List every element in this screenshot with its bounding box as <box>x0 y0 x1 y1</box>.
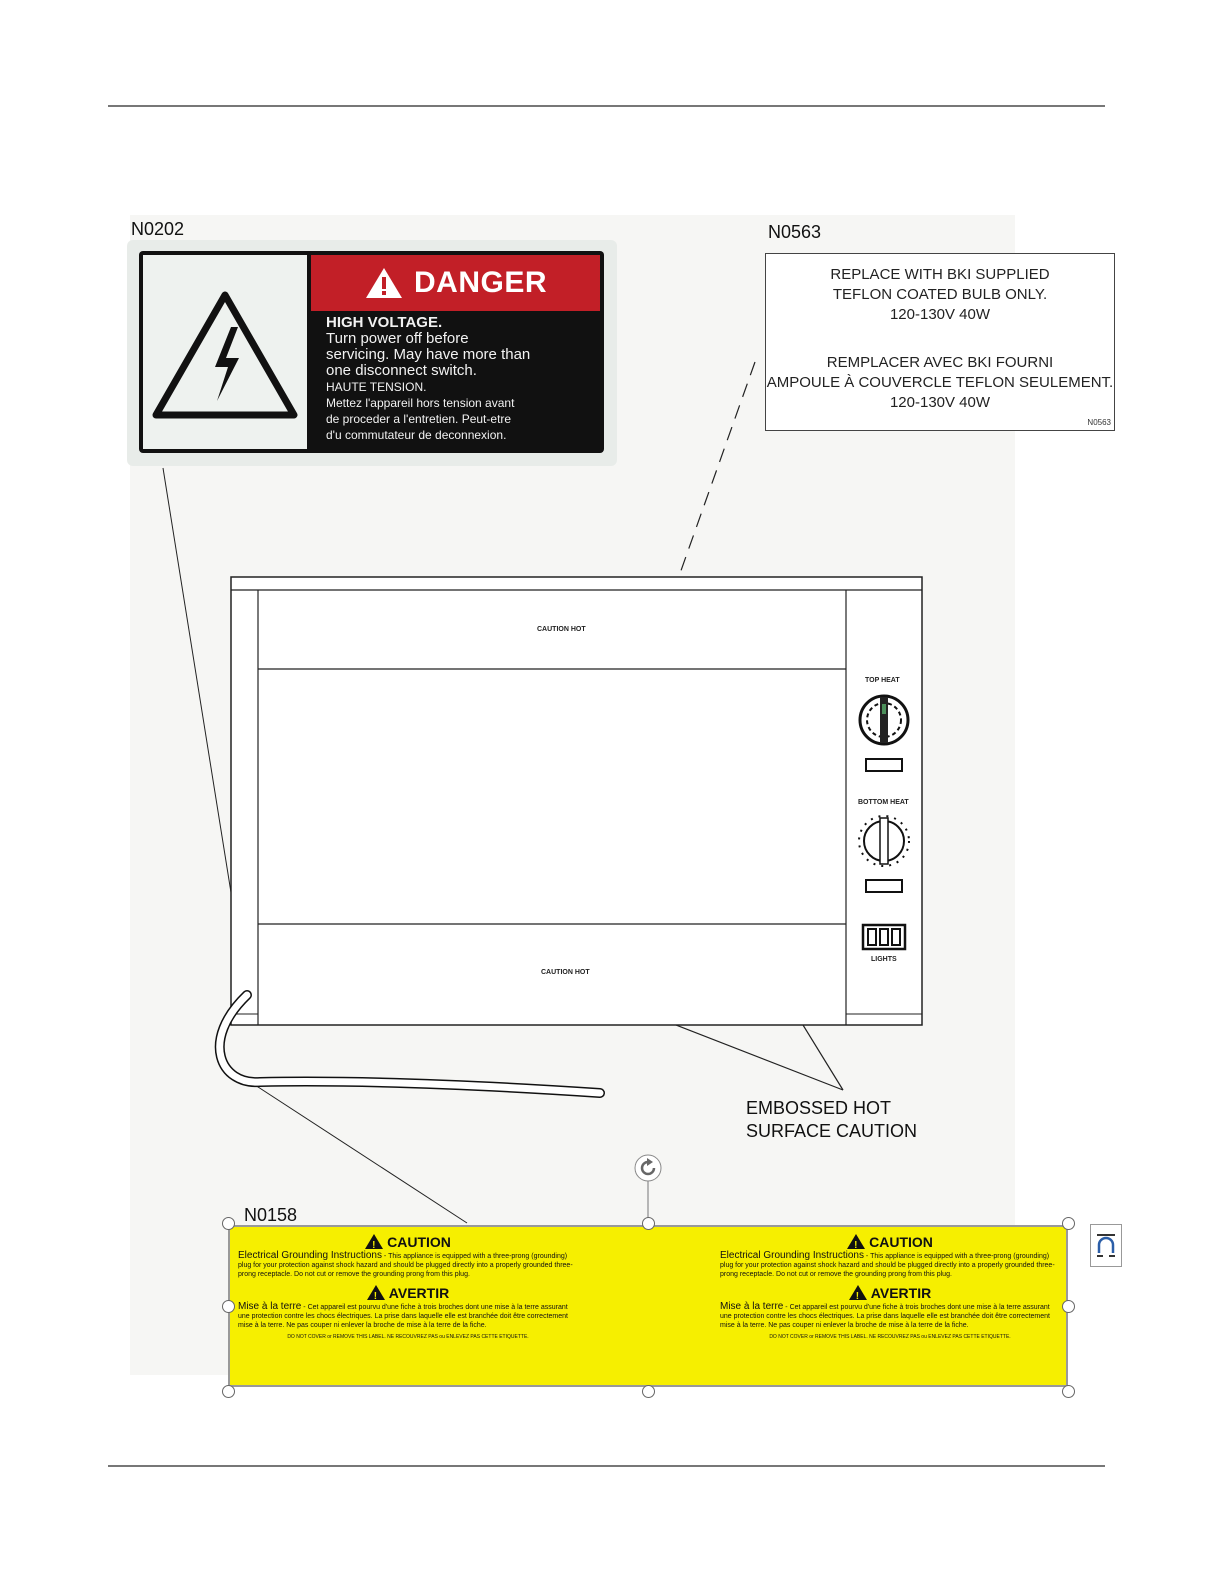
resize-handle-top-left[interactable] <box>222 1217 235 1230</box>
avertir-heading: !AVERTIR <box>238 1284 578 1302</box>
danger-line: Turn power off before <box>326 330 469 347</box>
resize-handle-bottom-right[interactable] <box>1062 1385 1075 1398</box>
lights-label: LIGHTS <box>871 956 897 963</box>
bottom-heat-label: BOTTOM HEAT <box>858 799 909 806</box>
caution-column-left <box>238 1233 578 1340</box>
caution-label[interactable] <box>228 1225 1068 1387</box>
danger-line: HAUTE TENSION. <box>326 380 427 394</box>
wrap-text-icon <box>1091 1225 1121 1266</box>
warning-triangle-icon <box>365 1234 383 1249</box>
caution-footer: DO NOT COVER or REMOVE THIS LABEL. NE RECOUVREZ PAS ou ENLEVEZ PAS CETTE ETIQUETTE. <box>287 1334 529 1340</box>
top-heat-label: TOP HEAT <box>865 677 900 684</box>
resize-handle-top[interactable] <box>642 1217 655 1230</box>
danger-code: N0202 <box>131 219 185 239</box>
danger-line: servicing. May have more than <box>326 346 531 363</box>
callout-line-1: EMBOSSED HOT <box>746 1098 892 1118</box>
resize-handle-right[interactable] <box>1062 1300 1075 1313</box>
callout-line-2: SURFACE CAUTION <box>746 1121 918 1141</box>
warning-triangle-icon <box>367 1285 385 1300</box>
bulb-code: N0563 <box>768 222 822 242</box>
grounding-instructions: Electrical Grounding Instructions - This appliance is equipped with a three-prong (grounding) plug for your protection against shock hazard and should be plugged directly into a properly grounded three-prong receptacle. Do not cut or remove the grounding prong from this plug. <box>238 1250 573 1278</box>
warning-triangle-icon <box>849 1285 867 1300</box>
caution-heading: !CAUTION <box>238 1233 578 1251</box>
caution-hot-top: CAUTION HOT <box>537 626 586 633</box>
caution-leader-line <box>255 1085 467 1223</box>
top-heat-indicator <box>866 759 902 771</box>
bulb-line: REPLACE WITH BKI SUPPLIED <box>830 266 1050 283</box>
danger-line: d'u commutateur de deconnexion. <box>326 428 507 442</box>
bulb-label <box>765 253 1115 431</box>
warning-triangle-icon <box>847 1234 865 1249</box>
layout-options-button[interactable] <box>1090 1224 1122 1267</box>
rotate-icon[interactable] <box>634 1154 662 1182</box>
danger-line: HIGH VOLTAGE. <box>326 314 443 331</box>
caution-column-right <box>720 1233 1060 1340</box>
mise-a-la-terre: Mise à la terre - Cet appareil est pourvu d'une fiche à trois broches dont une mise à la terre assurant une protection contre les chocs électriques. La prise dans laquelle elle est branchée doit être correctement mise à la terre. Ne pas couper ni enlever la broche de mise à la terre de la fiche. <box>238 1301 568 1329</box>
bulb-small-code: N0563 <box>1087 418 1111 427</box>
bulb-line: 120-130V 40W <box>889 306 991 323</box>
avertir-heading: !AVERTIR <box>720 1284 1060 1302</box>
danger-leader-line <box>163 468 233 905</box>
resize-handle-bottom-left[interactable] <box>222 1385 235 1398</box>
resize-handle-top-right[interactable] <box>1062 1217 1075 1230</box>
lights-switch <box>863 925 905 949</box>
caution-hot-bottom: CAUTION HOT <box>541 969 590 976</box>
danger-line: one disconnect switch. <box>326 362 477 379</box>
high-voltage-warning-icon <box>143 255 307 449</box>
bulb-line: AMPOULE À COUVERCLE TEFLON SEULEMENT. <box>766 374 1114 391</box>
bulb-line: TEFLON COATED BULB ONLY. <box>832 286 1048 303</box>
caution-code: N0158 <box>244 1205 298 1225</box>
caution-heading: !CAUTION <box>720 1233 1060 1251</box>
resize-handle-left[interactable] <box>222 1300 235 1313</box>
caution-footer: DO NOT COVER or REMOVE THIS LABEL. NE RECOUVREZ PAS ou ENLEVEZ PAS CETTE ETIQUETTE. <box>769 1334 1011 1340</box>
danger-label <box>127 240 617 466</box>
bulb-line: 120-130V 40W <box>889 394 991 411</box>
danger-header-text: DANGER <box>413 266 547 299</box>
resize-handle-bottom[interactable] <box>642 1385 655 1398</box>
oven-body <box>231 577 922 1025</box>
bottom-heat-indicator <box>866 880 902 892</box>
mise-a-la-terre: Mise à la terre - Cet appareil est pourvu d'une fiche à trois broches dont une mise à la terre assurant une protection contre les chocs électriques. La prise dans laquelle elle est branchée doit être correctement mise à la terre. Ne pas couper ni enlever la broche de mise à la terre de la fiche. <box>720 1301 1050 1329</box>
grounding-instructions: Electrical Grounding Instructions - This appliance is equipped with a three-prong (grounding) plug for your protection against shock hazard and should be plugged directly into a properly grounded three-prong receptacle. Do not cut or remove the grounding prong from this plug. <box>720 1250 1055 1278</box>
danger-line: Mettez l'appareil hors tension avant <box>326 396 515 410</box>
embossed-callout <box>746 1097 917 1143</box>
danger-body <box>326 315 596 443</box>
bulb-line: REMPLACER AVEC BKI FOURNI <box>826 354 1054 371</box>
danger-header <box>311 255 600 311</box>
top-heat-knob <box>860 696 908 744</box>
alert-icon <box>364 266 404 300</box>
danger-line: de proceder a l'entretien. Peut-etre <box>326 412 512 426</box>
